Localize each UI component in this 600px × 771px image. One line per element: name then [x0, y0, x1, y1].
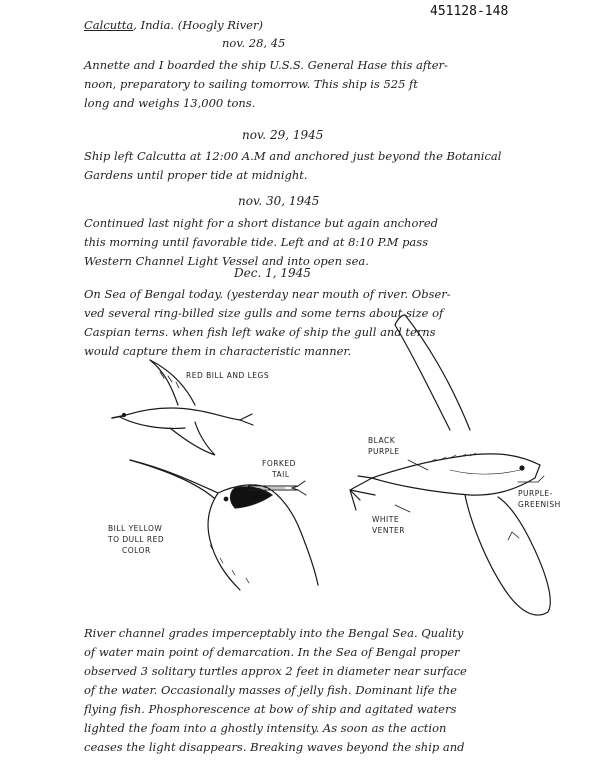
label-line: BILL YELLOW [108, 524, 163, 533]
entry-line: would capture them in characteristic manner. [84, 344, 352, 358]
entry-line: ved several ring-billed size gulls and some terns about size of [84, 306, 444, 320]
label-bill-yellow [108, 523, 164, 556]
entry-line: Western Channel Light Vessel and into open sea. [84, 254, 369, 268]
entry-line: lighted the foam into a ghostly intensity. As soon as the action [84, 721, 447, 735]
entry-line: ceases the light disappears. Breaking waves beyond the ship and [84, 740, 465, 754]
label-line: FORKED [262, 459, 296, 468]
label-line: COLOR [122, 546, 151, 555]
entry-line: long and weighs 13,000 tons. [84, 96, 256, 110]
entry-line: Annette and I boarded the ship U.S.S. General Hase this after- [84, 58, 448, 72]
heading-date: nov. 28, 45 [222, 36, 286, 50]
label-line: GREENISH [518, 500, 561, 509]
entry-line: observed 3 solitary turtles approx 2 feet in diameter near surface [84, 664, 467, 678]
entry-line: this morning until favorable tide. Left and at 8:10 P.M pass [84, 235, 429, 249]
label-line: VENTER [372, 526, 406, 535]
entry-line: flying fish. Phosphorescence at bow of ship and agitated waters [84, 702, 457, 716]
entry-line: of the water. Occasionally masses of jelly fish. Dominant life the [84, 683, 457, 697]
entry-line: Continued last night for a short distance but again anchored [84, 216, 439, 230]
label-line: WHITE [372, 515, 400, 524]
label-line: TAIL [272, 470, 290, 479]
entry-line: River channel grades imperceptably into the Bengal Sea. Quality [84, 626, 464, 640]
location-city: Calcutta [84, 18, 134, 32]
entry-date: nov. 30, 1945 [238, 194, 320, 208]
label-white-venter [372, 514, 405, 536]
entry-line: Caspian terns. when fish left wake of ship the gull and terns [84, 325, 436, 339]
entry-date: Dec. 1, 1945 [234, 266, 311, 280]
label-line: TO DULL RED [108, 535, 165, 544]
label-red-bill: RED BILL AND LEGS [186, 371, 270, 380]
label-forked-tail [262, 458, 296, 480]
entry-line: On Sea of Bengal today. (yesterday near mouth of river. Obser- [84, 287, 451, 301]
label-line: PURPLE- [518, 489, 553, 498]
entry-line: of water main point of demarcation. In the Sea of Bengal proper [84, 645, 460, 659]
label-black-purple [368, 435, 400, 457]
entry-line: Gardens until proper tide at midnight. [84, 168, 308, 182]
label-line: PURPLE [368, 447, 400, 456]
label-purple-greenish [518, 488, 561, 510]
flying-fish-sketch [350, 315, 550, 615]
closing-entry [84, 624, 467, 757]
catalog-number: 451128-148 [430, 4, 509, 19]
entry-line: noon, preparatory to sailing tomorrow. This ship is 525 ft [84, 77, 418, 91]
label-line: BLACK [368, 436, 396, 445]
location-rest: , India. (Hoogly River) [133, 18, 263, 32]
entry-date: nov. 29, 1945 [242, 128, 324, 142]
entry-line: Ship left Calcutta at 12:00 A.M and anchored just beyond the Botanical [84, 149, 502, 163]
